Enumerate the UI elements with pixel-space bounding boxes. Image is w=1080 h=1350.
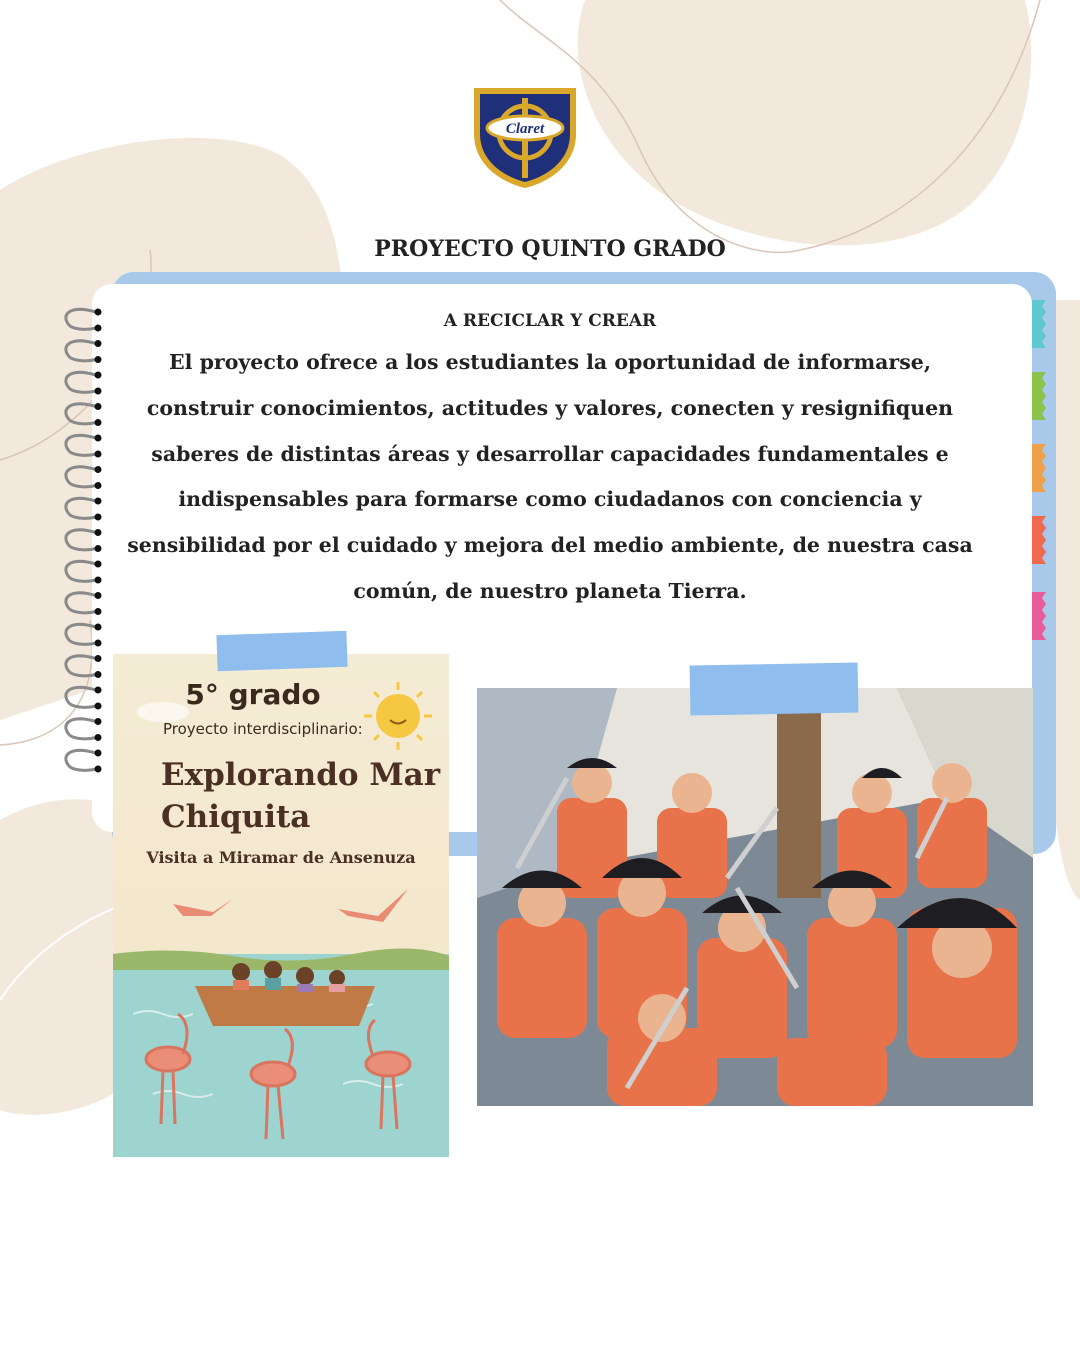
notebook-tabs: [1032, 300, 1054, 650]
poster-kind: Proyecto interdisciplinario:: [163, 720, 363, 738]
spiral-ring: [66, 372, 102, 395]
group-photo: [477, 688, 1033, 1106]
card-subtitle: A RECICLAR Y CREAR: [443, 311, 657, 331]
tab-red: [1032, 516, 1046, 564]
spiral-ring: [66, 435, 102, 458]
tab-green: [1032, 372, 1046, 420]
spiral-ring: [66, 340, 102, 363]
poster-visit: Visita a Miramar de Ansenuza: [146, 848, 416, 867]
card-connector: [449, 842, 477, 856]
poster-title: Explorando Mar Chiquita: [161, 757, 441, 835]
claret-logo: [470, 84, 580, 190]
spiral-ring: [66, 498, 102, 521]
spiral-ring: [66, 624, 102, 647]
card-body-text: El proyecto ofrece a los estudiantes la oportunidad de informarse, construir conocimientos, actitudes y valores, conecten y resignifiquen saberes de distintas áreas y desarrollar capacidades fundamentales e indispensables para formarse como ciudadanos con conciencia y sensibilidad por el cuidado y mejora del medio ambiente, de nuestra casa común, de nuestro planeta Tierra.: [127, 350, 973, 603]
spiral-ring: [66, 655, 102, 678]
spiral-binding: [58, 300, 108, 780]
logo-text: Claret: [505, 121, 545, 137]
spiral-ring: [66, 529, 102, 552]
spiral-ring: [66, 403, 102, 426]
tape-strip-poster: [216, 631, 347, 672]
poster-image: [113, 654, 449, 1157]
tape-strip-photo: [690, 663, 859, 716]
flamingo-flying-icon: [173, 889, 408, 922]
poster-grade: 5° grado: [185, 678, 321, 711]
page-title: PROYECTO QUINTO GRADO: [374, 236, 726, 262]
spiral-ring: [66, 687, 102, 710]
tab-orange: [1032, 444, 1046, 492]
spiral-ring: [66, 561, 102, 584]
spiral-ring: [66, 466, 102, 489]
spiral-ring: [66, 718, 102, 741]
spiral-ring: [66, 592, 102, 615]
tab-pink: [1032, 592, 1046, 640]
spiral-ring: [66, 750, 102, 773]
